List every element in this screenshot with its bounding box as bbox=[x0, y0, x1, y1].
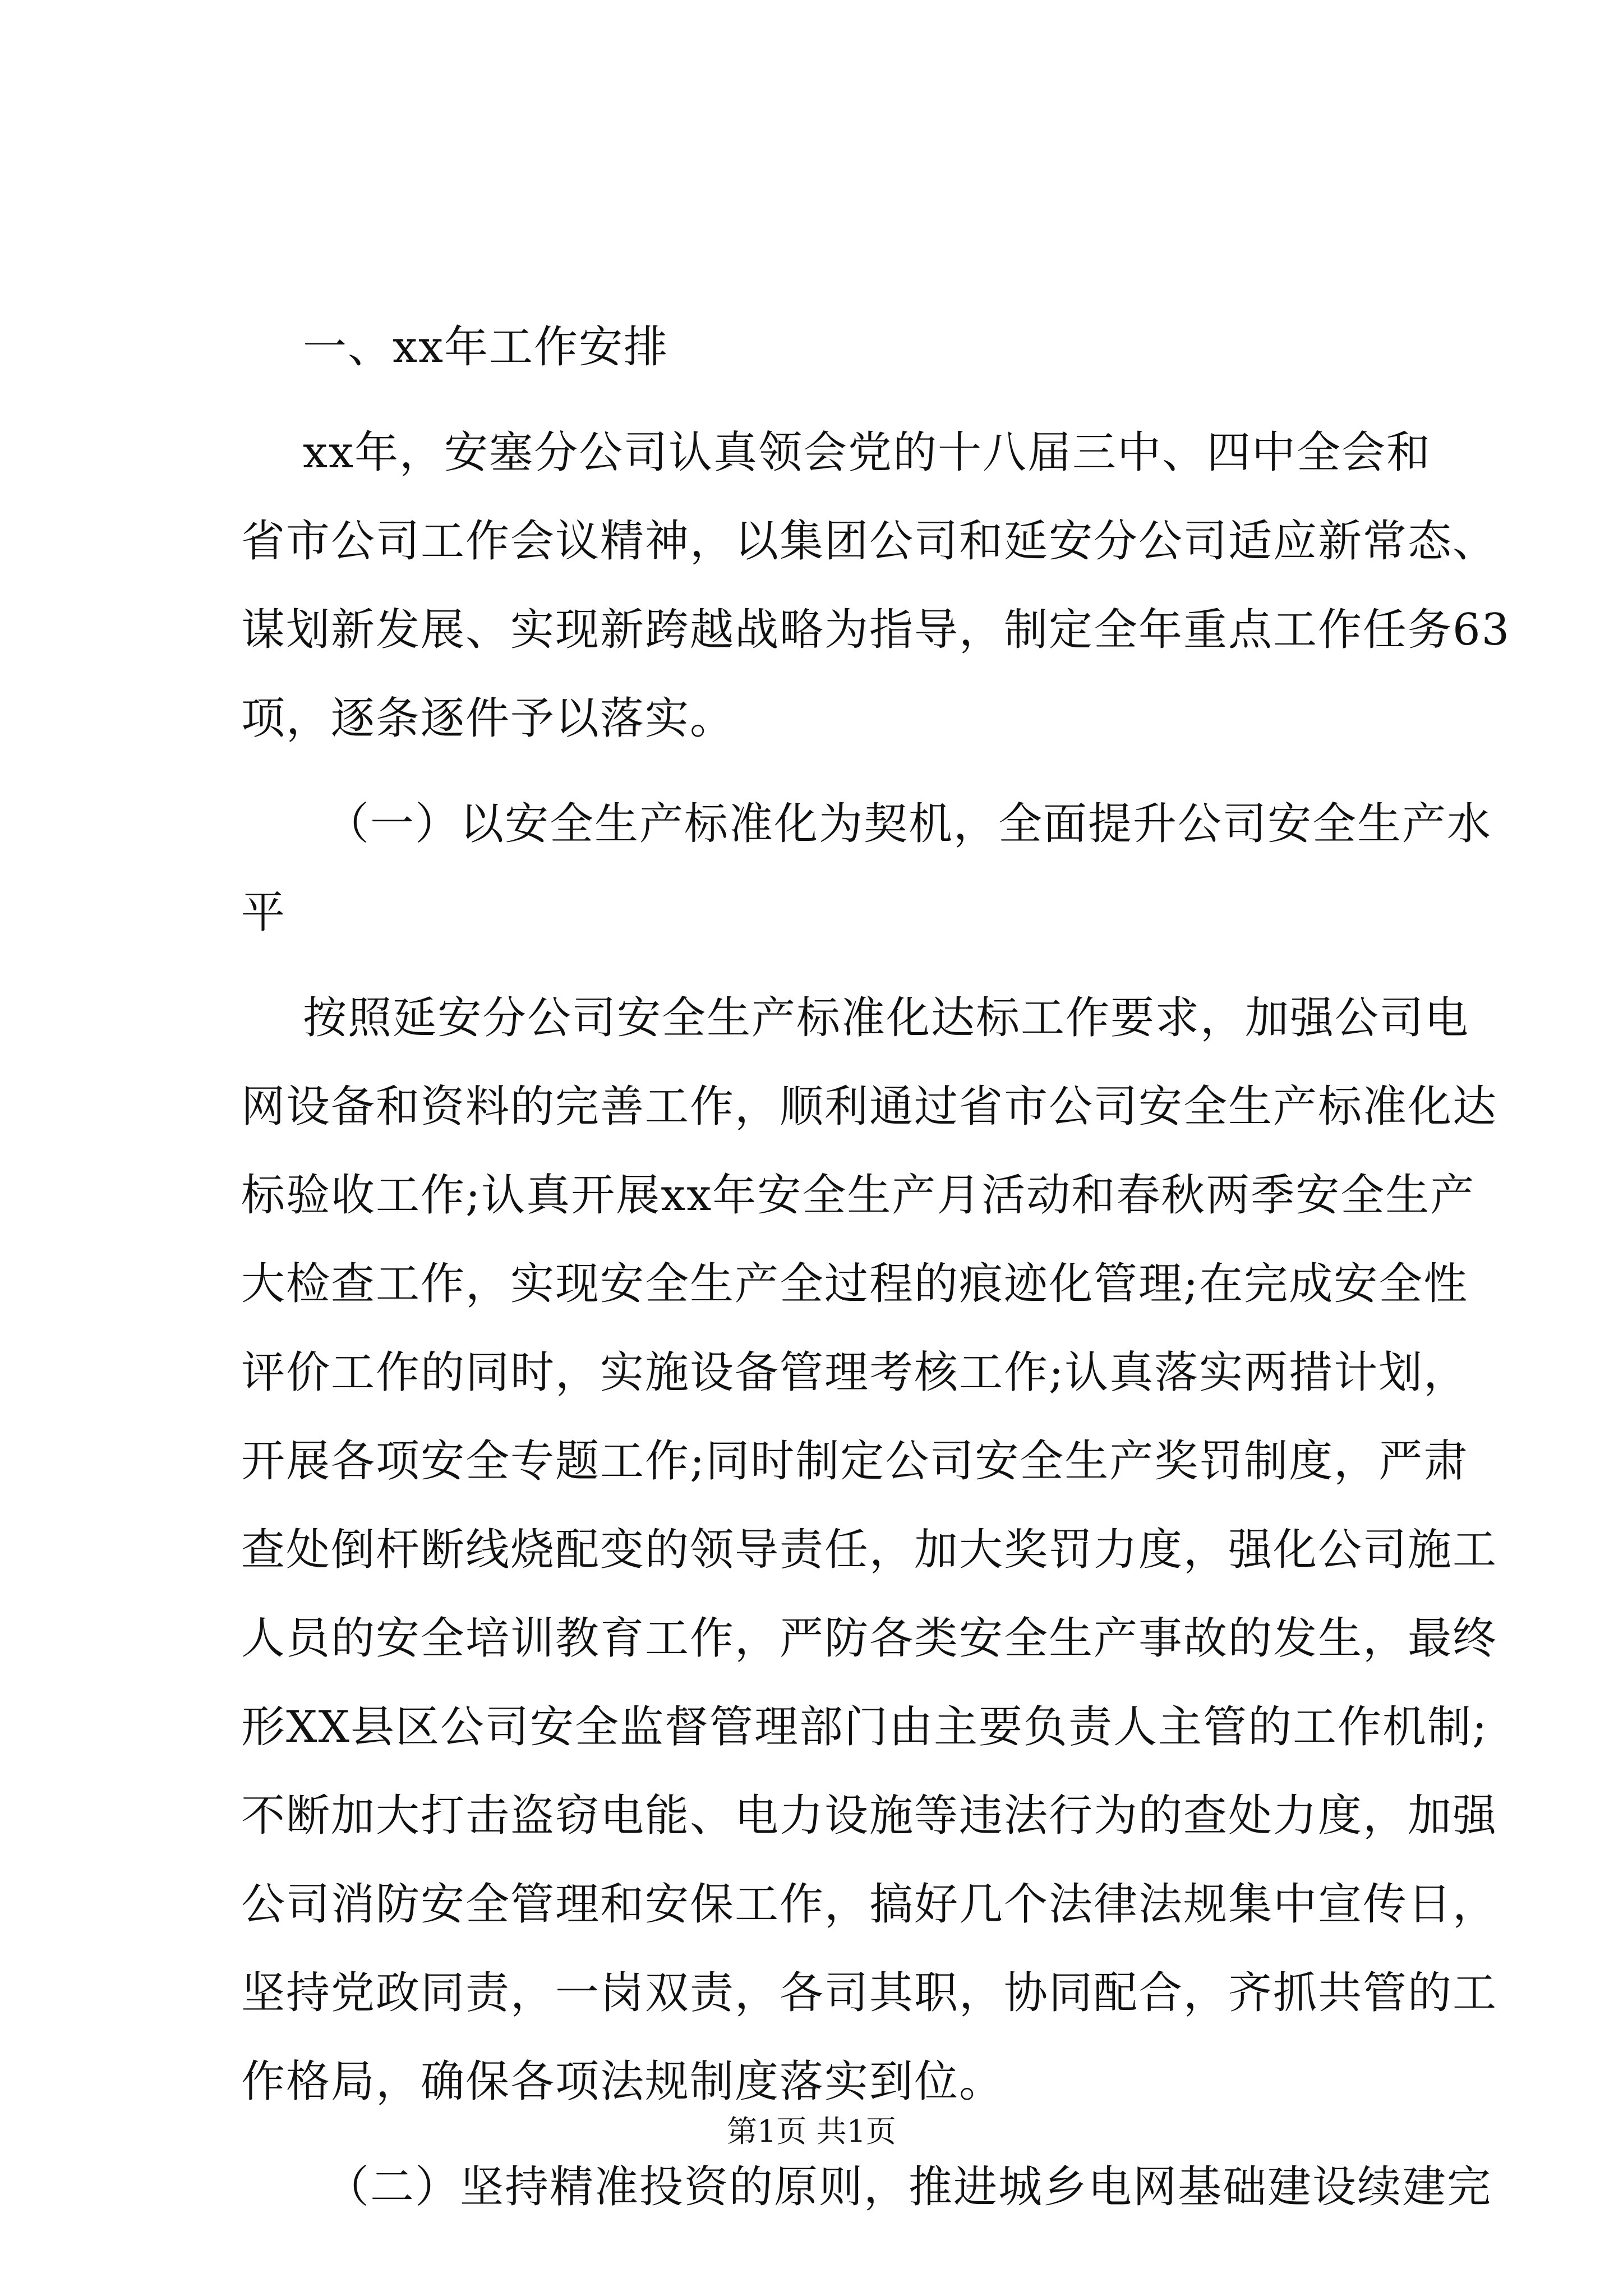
subheading-line: 平 bbox=[241, 887, 287, 938]
section-heading: 一、xx年工作安排 bbox=[303, 322, 668, 372]
paragraph-line: xx年，安塞分公司认真领会党的十八届三中、四中全会和 bbox=[303, 427, 1431, 478]
paragraph-line: 标验收工作;认真开展xx年安全生产月活动和春秋两季安全生产 bbox=[241, 1170, 1476, 1221]
paragraph-line: 大检查工作，实现安全生产全过程的痕迹化管理;在完成安全性 bbox=[241, 1259, 1469, 1309]
paragraph-safety bbox=[241, 974, 1498, 2126]
paragraph-line: 谋划新发展、实现新跨越战略为指导，制定全年重点工作任务63 bbox=[241, 605, 1511, 655]
paragraph-overview bbox=[241, 408, 1511, 763]
page-number-footer: 第1页 共1页 bbox=[727, 2114, 896, 2149]
paragraph-line: 不断加大打击盗窃电能、电力设施等违法行为的查处力度，加强 bbox=[241, 1791, 1498, 1841]
paragraph-line: 开展各项安全专题工作;同时制定公司安全生产奖罚制度，严肃 bbox=[241, 1436, 1469, 1487]
paragraph-line: 查处倒杆断线烧配变的领导责任，加大奖罚力度，强化公司施工 bbox=[241, 1525, 1498, 1575]
document-body bbox=[241, 303, 1511, 2231]
paragraph-line: 按照延安分公司安全生产标准化达标工作要求，加强公司电 bbox=[303, 993, 1470, 1043]
subheading-safety bbox=[241, 780, 1492, 957]
paragraph-line: 评价工作的同时，实施设备管理考核工作;认真落实两措计划， bbox=[241, 1347, 1469, 1398]
subheading-investment: （二）坚持精准投资的原则，推进城乡电网基础建设续建完 bbox=[325, 2162, 1492, 2212]
paragraph-line: 形XX县区公司安全监督管理部门由主要负责人主管的工作机制; bbox=[241, 1702, 1488, 1752]
paragraph-line: 公司消防安全管理和安保工作，搞好几个法律法规集中宣传日， bbox=[241, 1879, 1498, 1930]
paragraph-line: 人员的安全培训教育工作，严防各类安全生产事故的发生，最终 bbox=[241, 1613, 1498, 1664]
paragraph-line: 网设备和资料的完善工作，顺利通过省市公司安全生产标准化达 bbox=[241, 1082, 1498, 1132]
paragraph-line: 坚持党政同责，一岗双责，各司其职，协同配合，齐抓共管的工 bbox=[241, 1968, 1498, 2018]
paragraph-line: 作格局，确保各项法规制度落实到位。 bbox=[241, 2056, 1004, 2107]
paragraph-line: 省市公司工作会议精神，以集团公司和延安分公司适应新常态、 bbox=[241, 516, 1498, 567]
subheading-line: （一）以安全生产标准化为契机，全面提升公司安全生产水 bbox=[325, 799, 1492, 849]
paragraph-line: 项，逐条逐件予以落实。 bbox=[241, 693, 735, 744]
